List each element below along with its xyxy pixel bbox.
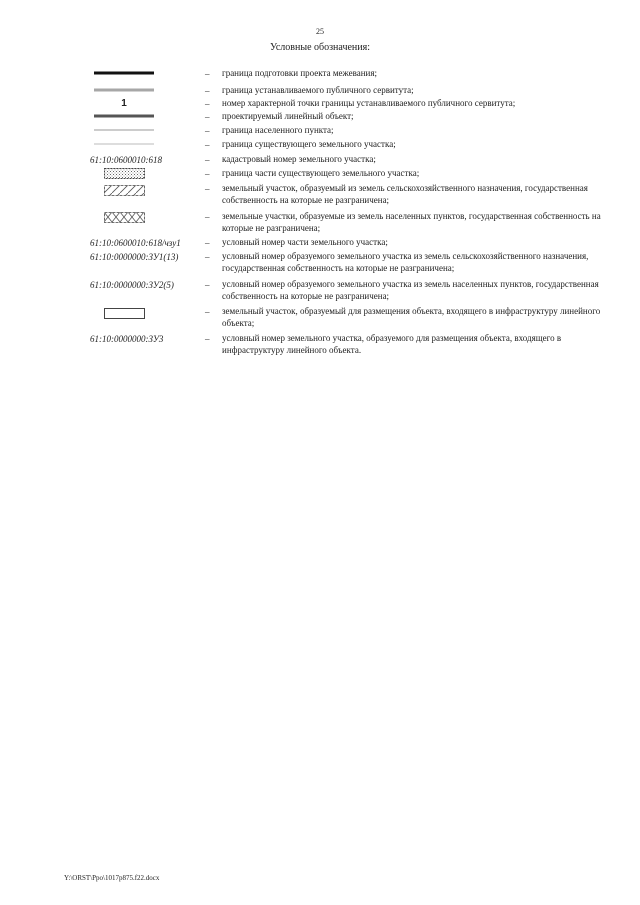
dash: – [205, 86, 210, 96]
dotted-box-icon [104, 168, 174, 180]
footer-file-path: Y:\ORST\Ppo\1017p875.f22.docx [64, 874, 160, 882]
legend-description: условный номер образуемого земельного участка из земель сельскохозяйственного назначения, государственная собственность на которые не разграничена; [222, 251, 589, 273]
legend-description: проектируемый линейный объект; [222, 111, 354, 121]
page-title: Условные обозначения: [269, 42, 370, 53]
dash: – [205, 212, 210, 222]
dash: – [205, 238, 210, 248]
dash: – [205, 307, 210, 317]
gray-line-icon [94, 86, 164, 98]
dash: – [205, 126, 210, 136]
dash: – [205, 334, 210, 344]
legend-description: условный номер образуемого земельного участка из земель населенных пунктов, государственная собственность на которые не разграничена; [222, 279, 599, 301]
dash: – [205, 252, 210, 262]
legend-description: земельные участки, образуемые из земель населенных пунктов, государственная собственность на которые не разграничена; [222, 211, 601, 233]
legend-description: условный номер части земельного участка; [222, 237, 388, 247]
thin-gray-line-icon [94, 126, 164, 138]
thin-light-line-icon [94, 140, 164, 152]
dash: – [205, 69, 210, 79]
legend-code: 61:10:0000000:ЗУ2(5) [90, 280, 174, 290]
dash: – [205, 169, 210, 179]
empty-box-icon [104, 308, 174, 320]
dash: – [205, 112, 210, 122]
crosshatched-box-icon [104, 212, 174, 224]
legend-description: условный номер земельного участка, образуемого для размещения объекта, входящего в инфраструктуру линейного объекта. [222, 333, 562, 355]
dark-gray-line-icon [94, 112, 164, 124]
legend-description: граница подготовки проекта межевания; [222, 68, 378, 78]
legend-description: земельный участок, образуемый из земель сельскохозяйственного назначения, государственная собственность на которые не разграничена; [222, 183, 588, 205]
dash: – [205, 184, 210, 194]
legend-description: граница населенного пункта; [222, 125, 334, 135]
dash: – [205, 99, 210, 109]
legend-code: 61:10:0600010:618/чзу1 [90, 238, 181, 248]
legend-description: кадастровый номер земельного участка; [222, 154, 376, 164]
legend-code: 61:10:0000000:ЗУ1(13) [90, 252, 179, 262]
page-number: 25 [316, 27, 324, 36]
dash: – [205, 155, 210, 165]
point-number-icon: 1 [121, 98, 127, 109]
dash: – [205, 280, 210, 290]
legend-description: граница части существующего земельного участка; [222, 168, 420, 178]
legend-code: 61:10:0600010:618 [90, 155, 162, 165]
legend-description: граница устанавливаемого публичного сервитута; [222, 85, 414, 95]
legend-code: 61:10:0000000:ЗУ3 [90, 334, 164, 344]
thick-black-line-icon [94, 69, 164, 81]
dash: – [205, 140, 210, 150]
hatched-box-icon [104, 185, 174, 197]
legend-description: земельный участок, образуемый для размещения объекта, входящего в инфраструктуру линейного объекта; [222, 306, 601, 328]
legend-description: номер характерной точки границы устанавливаемого публичного сервитута; [222, 98, 516, 108]
legend-description: граница существующего земельного участка; [222, 139, 396, 149]
